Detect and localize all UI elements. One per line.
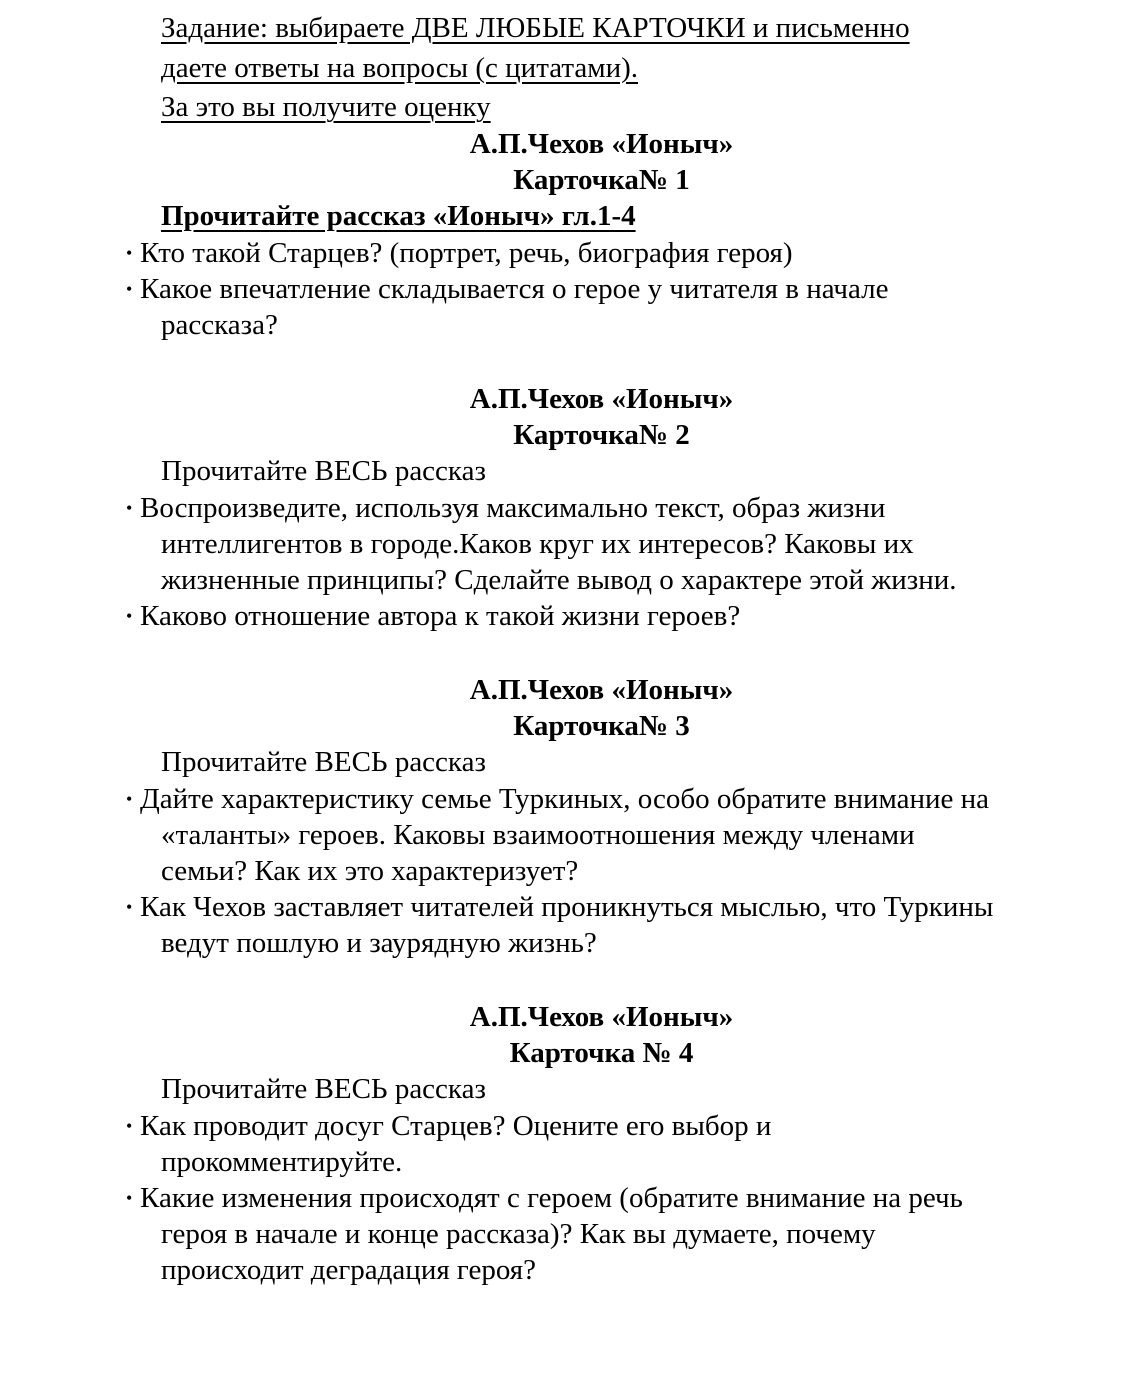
question-2-cont: ведут пошлую и заурядную жизнь? <box>161 927 597 960</box>
question-1-cont: жизненные принципы? Сделайте вывод о характере этой жизни. <box>161 564 957 597</box>
bullet-glyph: • <box>126 788 133 809</box>
question-text: Как Чехов заставляет читателей проникнуться мыслью, что Туркины <box>140 891 994 924</box>
question-text: Какое впечатление складывается о герое у читателя в начале <box>140 272 889 305</box>
question-1 <box>0 1108 1125 1144</box>
question-2 <box>0 271 1125 307</box>
question-1-cont: интеллигентов в городе.Каков круг их интересов? Каковы их <box>161 527 914 560</box>
assignment-line-2: даете ответы на вопросы (с цитатами). <box>161 51 639 84</box>
question-2 <box>0 598 1125 634</box>
question-1 <box>0 781 1125 817</box>
card-label: Карточка№ 1 <box>513 164 690 197</box>
card-label: Карточка № 4 <box>509 1037 694 1070</box>
card-instruction: Прочитайте ВЕСЬ рассказ <box>161 455 486 488</box>
question-2 <box>0 889 1125 925</box>
card-2 <box>0 381 1125 634</box>
question-text: Какие изменения происходят с героем (обратите внимание на речь <box>140 1182 963 1215</box>
bullet-glyph: • <box>126 242 133 263</box>
card-instruction: Прочитайте рассказ «Ионыч» гл.1-4 <box>161 200 636 233</box>
assignment-line-3: За это вы получите оценку <box>161 91 491 123</box>
bullet-glyph: • <box>126 606 133 627</box>
assignment-intro <box>161 9 910 128</box>
card-author-title: А.П.Чехов «Ионыч» <box>469 383 734 415</box>
card-instruction: Прочитайте ВЕСЬ рассказ <box>161 746 486 779</box>
question-2-cont: рассказа? <box>161 309 278 342</box>
card-label: Карточка№ 2 <box>513 419 690 452</box>
bullet-glyph: • <box>126 497 133 518</box>
question-1-cont: прокомментируйте. <box>161 1145 403 1178</box>
question-1-cont: «таланты» героев. Каковы взаимоотношения между членами <box>161 818 915 851</box>
card-3 <box>0 672 1125 962</box>
question-text: Воспроизведите, используя максимально текст, образ жизни <box>140 491 886 524</box>
bullet-glyph: • <box>126 897 133 918</box>
card-author-title: А.П.Чехов «Ионыч» <box>469 674 734 706</box>
bullet-glyph: • <box>126 1188 133 1209</box>
question-text: Дайте характеристику семье Туркиных, особо обратите внимание на <box>140 782 990 815</box>
question-text: Кто такой Старцев? (портрет, речь, биография героя) <box>140 236 793 269</box>
bullet-glyph: • <box>126 278 133 299</box>
bullet-glyph: • <box>126 1115 133 1136</box>
card-author-title: А.П.Чехов «Ионыч» <box>469 128 734 160</box>
card-4 <box>0 999 1125 1289</box>
question-2 <box>0 1180 1125 1216</box>
question-2-cont: происходит деградация героя? <box>161 1254 536 1287</box>
question-text: Каково отношение автора к такой жизни героев? <box>140 600 741 633</box>
assignment-line-1: Задание: выбираете ДВЕ ЛЮБЫЕ КАРТОЧКИ и письменно <box>161 12 910 44</box>
card-1 <box>0 126 1125 343</box>
question-1 <box>0 490 1125 526</box>
card-author-title: А.П.Чехов «Ионыч» <box>469 1001 734 1033</box>
question-1 <box>0 235 1125 271</box>
question-1-cont: семьи? Как их это характеризует? <box>161 855 579 888</box>
question-text: Как проводит досуг Старцев? Оцените его выбор и <box>140 1109 772 1142</box>
card-label: Карточка№ 3 <box>513 710 690 743</box>
question-2-cont: героя в начале и конце рассказа)? Как вы думаете, почему <box>161 1218 876 1251</box>
card-instruction: Прочитайте ВЕСЬ рассказ <box>161 1073 486 1106</box>
